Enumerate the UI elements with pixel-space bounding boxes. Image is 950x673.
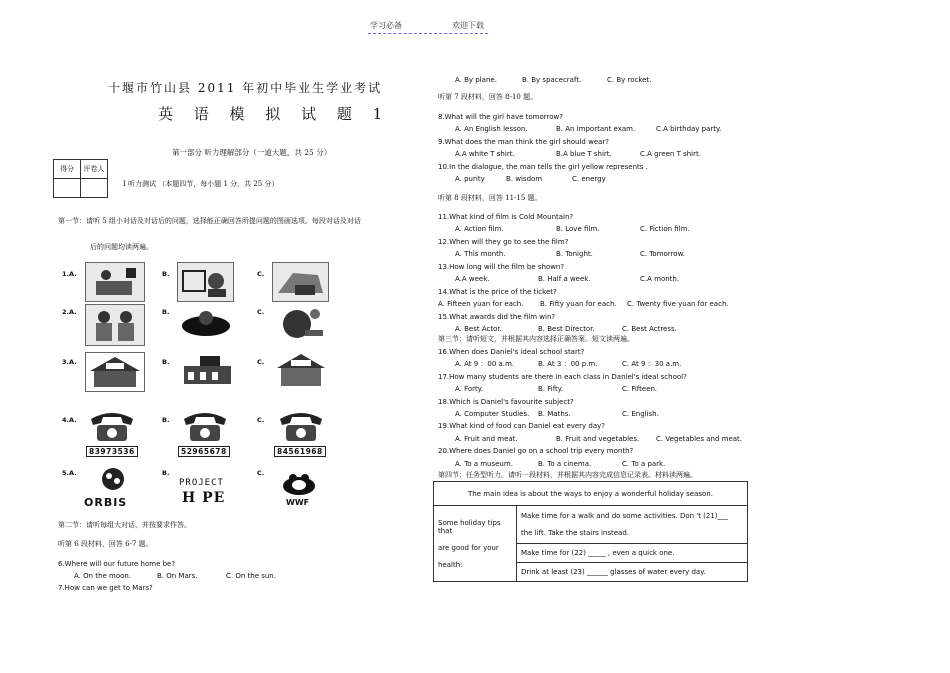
q6-option-c[interactable]: C. On the sun. [226,572,276,580]
col-c-1: C. [257,270,265,278]
picture-3b [180,352,235,388]
q7-question: 7.How can we get to Mars? [58,584,153,592]
orbis-logo-text: ORBIS [84,496,128,509]
q19-question: 19.What kind of food can Daniel eat every day? [438,422,606,430]
q18-question: 18.Which is Daniel's favourite subject? [438,398,574,406]
phone-icon-a [87,407,137,443]
exam-title: 十堰市竹山县 2011 年初中毕业生学业考试 [108,81,383,95]
tip-21-line2: the lift. Take the stairs instead. [521,529,630,537]
orbis-logo-icon [98,467,128,491]
q9-option-c[interactable]: C.A green T shirt. [640,150,701,158]
wwf-logo-text: WWF [286,498,310,507]
q15-option-a[interactable]: A. Best Actor. [455,325,502,333]
section4-heading: 第四节：任务型听力。请听一段材料，并根据其内容完成信息记录表。材料读两遍。 [438,471,697,479]
header-right: 欢迎下载 [452,21,484,30]
q10-option-c[interactable]: C. energy [572,175,606,183]
holiday-info-table [433,481,748,582]
row-label-4: 4.A. [62,416,77,424]
q13-option-a[interactable]: A.A week. [455,275,490,283]
exam-subtitle: 英 语 模 拟 试 题 1 [158,105,391,123]
picture-1c [272,262,329,302]
q14-question: 14.What is the price of the ticket? [438,288,557,296]
q12-option-b[interactable]: B. Tonight. [556,250,593,258]
holiday-tips-line2: are good for your [438,543,499,552]
picture-1b [177,262,234,302]
col-c-4: C. [257,416,265,424]
picture-2b [180,306,232,340]
q12-option-a[interactable]: A. This month. [455,250,506,258]
picture-2c [275,304,327,342]
q8-option-a[interactable]: A. An English lesson. [455,125,528,133]
col-b-2: B. [162,308,170,316]
score-cell [54,179,81,198]
col-b-5: B. [162,469,170,477]
q19-option-a[interactable]: A. Fruit and meat. [455,435,518,443]
col-c-5: C. [257,469,265,477]
picture-2a [85,304,145,346]
project-hope-line1: PROJECT [179,478,224,488]
q15-option-b[interactable]: B. Best Director. [538,325,595,333]
q10-option-a[interactable]: A. purity [455,175,485,183]
q11-option-b[interactable]: B. Love film. [556,225,600,233]
q16-option-a[interactable]: A. At 9 ：00 a.m. [455,360,515,368]
tip-row-23[interactable]: Drink at least (23) ______ glasses of water every day. [517,563,748,582]
col-b-1: B. [162,270,170,278]
col-c-2: C. [257,308,265,316]
q16-option-b[interactable]: B. At 3 ：00 p.m. [538,360,598,368]
section1-line1: 第一节：请听 5 组小对话及对话后的问题，选择能正确回答所提问题的图画选项。每段对话及对话 [58,217,361,225]
q11-question: 11.What kind of film is Cold Mountain? [438,213,574,221]
q7-option-a[interactable]: A. By plane. [455,76,497,84]
q9-question: 9.What does the man think the girl should wear? [438,138,610,146]
project-hope-line2: H PE [182,490,226,506]
row-label-2: 2.A. [62,308,77,316]
q17-option-c[interactable]: C. Fifteen. [622,385,658,393]
score-label: 得分 [54,160,81,179]
q6-option-a[interactable]: A. On the moon. [74,572,132,580]
row-label-5: 5.A. [62,469,77,477]
q18-option-c[interactable]: C. English. [622,410,659,418]
col-b-4: B. [162,416,170,424]
q15-question: 15.What awards did the film win? [438,313,556,321]
q17-question: 17.How many students are there in each class in Daniel's ideal school? [438,373,687,381]
row-label-3: 3.A. [62,358,77,366]
phone-number-b: 52965678 [178,446,230,457]
row-label-1: 1.A. [62,270,77,278]
tip-21-line1[interactable]: Make time for a walk and do some activities. Don 't (21)___ [521,512,729,520]
holiday-tips-label-cell [434,506,517,582]
tip-row-22[interactable]: Make time for (22) _____ , even a quick one. [517,544,748,563]
section3-heading: 第三节：请听短文，并根据其内容选择正确答案。短文读两遍。 [438,335,634,343]
listen6-heading: 听第 6 段材料，回答 6-7 题。 [58,540,153,548]
q10-option-b[interactable]: B. wisdom [506,175,543,183]
q9-option-a[interactable]: A.A white T shirt. [455,150,515,158]
q8-option-b[interactable]: B. An important exam. [556,125,636,133]
q19-option-b[interactable]: B. Fruit and vegetables. [556,435,640,443]
main-idea-cell: The main idea is about the ways to enjoy a wonderful holiday season. [434,482,748,506]
score-box [53,159,108,198]
q12-option-c[interactable]: C. Tomorrow. [640,250,685,258]
q14-option-b[interactable]: B. Fifty yuan for each. [540,300,617,308]
col-c-3: C. [257,358,265,366]
q11-option-c[interactable]: C. Fiction film. [640,225,690,233]
grader-label: 评卷人 [81,160,108,179]
q17-option-a[interactable]: A. Forty. [455,385,484,393]
col-b-3: B. [162,358,170,366]
q20-option-c[interactable]: C. To a park. [622,460,666,468]
q16-option-c[interactable]: C. At 9 ：30 a.m. [622,360,682,368]
q15-option-c[interactable]: C. Best Actress. [622,325,677,333]
listen7-heading: 听第 7 段材料，回答 8-10 题。 [438,93,538,101]
section-i-heading: Ⅰ 听力测试 （本题四节，每小题 1 分，共 25 分） [123,180,279,188]
q12-question: 12.When will they go to see the film? [438,238,569,246]
q13-option-b[interactable]: B. Half a week. [538,275,591,283]
picture-3a [85,352,145,392]
q14-option-a[interactable]: A. Fifteen yuan for each. [438,300,524,308]
section1-line2: 后的问题均读两遍。 [90,243,153,251]
q7-option-b[interactable]: B. By spacecraft. [522,76,582,84]
phone-number-a: 83973536 [86,446,138,457]
header-left: 学习必备 [370,21,402,30]
q14-option-c[interactable]: C. Twenty five yuan for each. [627,300,729,308]
q9-option-b[interactable]: B.A blue T shirt. [556,150,612,158]
panda-logo-icon [279,472,319,496]
q20-option-a[interactable]: A. To a museum. [455,460,513,468]
q18-option-a[interactable]: A. Computer Studies. [455,410,530,418]
grader-cell [81,179,108,198]
holiday-tips-line1: Some holiday tips that [438,518,501,535]
q8-option-c[interactable]: C.A birthday party. [656,125,722,133]
phone-number-c: 84561968 [274,446,326,457]
q6-option-b[interactable]: B. On Mars. [157,572,198,580]
q10-question: 10.In the dialogue, the man tells the girl yellow represents . [438,163,648,171]
section2-heading: 第二节：请听每组大对话，并按要求作答。 [58,521,191,529]
q19-option-c[interactable]: C. Vegetables and meat. [656,435,743,443]
picture-1a [85,262,145,302]
part1-heading: 第一部分 听力理解部分（一道大题，共 25 分） [172,148,332,157]
picture-3c [275,352,327,390]
q7-option-c[interactable]: C. By rocket. [607,76,652,84]
phone-icon-b [180,407,230,443]
q16-question: 16.When does Daniel's ideal school start? [438,348,585,356]
holiday-tips-line3: health: [438,560,463,569]
q13-question: 13.How long will the film be shown? [438,263,565,271]
q6-question: 6.Where will our future home be? [58,560,176,568]
q8-question: 8.What will the girl have tomorrow? [438,113,563,121]
q20-question: 20.Where does Daniel go on a school trip every month? [438,447,634,455]
q13-option-c[interactable]: C.A month. [640,275,680,283]
q20-option-b[interactable]: B. To a cinema. [538,460,592,468]
q17-option-b[interactable]: B. Fifty. [538,385,564,393]
header-divider [368,33,488,34]
listen8-heading: 听第 8 段材料，回答 11-15 题。 [438,194,542,202]
phone-icon-c [276,407,326,443]
q18-option-b[interactable]: B. Maths. [538,410,571,418]
q11-option-a[interactable]: A. Action film. [455,225,504,233]
tip-row-21 [517,506,748,544]
